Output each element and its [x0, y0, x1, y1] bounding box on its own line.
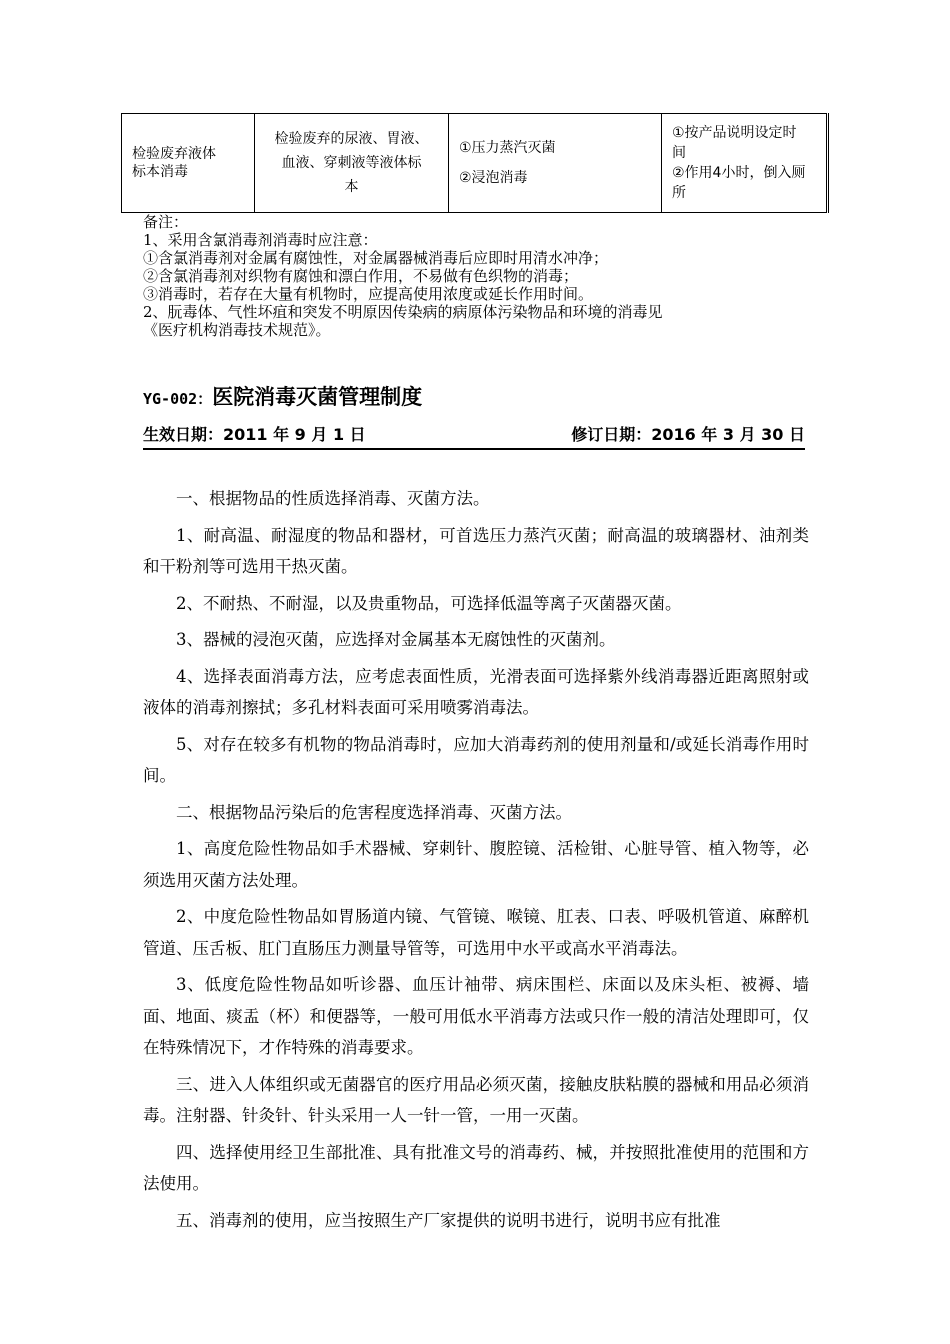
remarks-line: ③消毒时，若存在大量有机物时，应提高使用浓度或延长作用时间。 [143, 285, 594, 303]
cell-line: 间 [672, 145, 686, 161]
cell-line: ②作用4小时，倒入厕 [672, 165, 806, 181]
remarks-label: 备注： [143, 213, 189, 231]
table-cell-notes [662, 114, 828, 213]
cell-line: ②浸泡消毒 [459, 170, 528, 186]
paragraph: 3、低度危险性物品如听诊器、血压计袖带、病床围栏、床面以及床头柜、被褥、墙面、地面、痰盂（杯）和便器等，一般可用低水平消毒方法或只作一般的清洁处理即可，仅在特殊情况下，才作特殊的消毒要求。 [143, 975, 809, 1057]
document-code: YG-002： [143, 390, 213, 408]
table-cell-item [122, 114, 255, 213]
cell-line: 本 [344, 179, 359, 195]
cell-line: 检验废弃的尿液、胃液、 [274, 131, 429, 147]
paragraph: 1、耐高温、耐湿度的物品和器材，可首选压力蒸汽灭菌；耐高温的玻璃器材、油剂类和干粉剂等可选用干热灭菌。 [143, 525, 809, 576]
remarks-line: ②含氯消毒剂对织物有腐蚀和漂白作用，不易做有色织物的消毒； [143, 267, 579, 285]
cell-line: 血液、穿刺液等液体标 [281, 155, 422, 171]
table-cell-method [449, 114, 662, 213]
paragraph: 二、根据物品污染后的危害程度选择消毒、灭菌方法。 [176, 802, 572, 822]
remarks-line: 1、采用含氯消毒剂消毒时应注意： [143, 231, 378, 249]
paragraph: 2、中度危险性物品如胃肠道内镜、气管镜、喉镜、肛表、口表、呼吸机管道、麻醉机管道、压舌板、肛门直肠压力测量导管等，可选用中水平或高水平消毒法。 [143, 907, 809, 958]
date-line [143, 422, 805, 450]
paragraph: 四、选择使用经卫生部批准、具有批准文号的消毒药、械，并按照批准使用的范围和方法使用。 [143, 1142, 809, 1193]
body-text [143, 483, 809, 1241]
paragraph: 五、消毒剂的使用，应当按照生产厂家提供的说明书进行，说明书应有批准 [176, 1210, 721, 1230]
cell-line: ①按产品说明设定时 [672, 125, 797, 141]
table-row [122, 114, 828, 213]
paragraph: 1、高度危险性物品如手术器械、穿刺针、腹腔镜、活检钳、心脏导管、植入物等，必须选用灭菌方法处理。 [143, 839, 809, 890]
cell-line: 标本消毒 [132, 164, 188, 180]
table-cell-scope [255, 114, 449, 213]
remarks-line: 《医疗机构消毒技术规范》。 [143, 321, 331, 339]
revision-date: 修订日期：2016 年 3 月 30 日 [571, 425, 805, 444]
section-heading [143, 381, 813, 411]
paragraph: 一、根据物品的性质选择消毒、灭菌方法。 [176, 489, 490, 508]
paragraph: 2、不耐热、不耐湿，以及贵重物品，可选择低温等离子灭菌器灭菌。 [176, 593, 682, 613]
paragraph: 三、进入人体组织或无菌器官的医疗用品必须灭菌，接触皮肤粘膜的器械和用品必须消毒。注射器、针灸针、针头采用一人一针一管，一用一灭菌。 [143, 1074, 809, 1125]
effective-date: 生效日期：2011 年 9 月 1 日 [143, 425, 366, 444]
cell-line: 所 [672, 185, 686, 201]
remarks-line: 2、朊毒体、气性坏疽和突发不明原因传染病的病原体污染物品和环境的消毒见 [143, 303, 663, 321]
paragraph: 4、选择表面消毒方法，应考虑表面性质，光滑表面可选择紫外线消毒器近距离照射或液体的消毒剂擦拭；多孔材料表面可采用喷雾消毒法。 [143, 666, 809, 717]
disinfection-table [121, 113, 829, 213]
paragraph: 5、对存在较多有机物的物品消毒时，应加大消毒药剂的使用剂量和/或延长消毒作用时间。 [143, 734, 809, 785]
remarks-section [143, 213, 823, 339]
paragraph: 3、器械的浸泡灭菌，应选择对金属基本无腐蚀性的灭菌剂。 [176, 630, 616, 649]
document-title: 医院消毒灭菌管理制度 [212, 385, 423, 409]
cell-line: 检验废弃液体 [132, 146, 216, 162]
cell-line: ①压力蒸汽灭菌 [459, 140, 556, 156]
remarks-line: ①含氯消毒剂对金属有腐蚀性，对金属器械消毒后应即时用清水冲净； [143, 249, 609, 267]
